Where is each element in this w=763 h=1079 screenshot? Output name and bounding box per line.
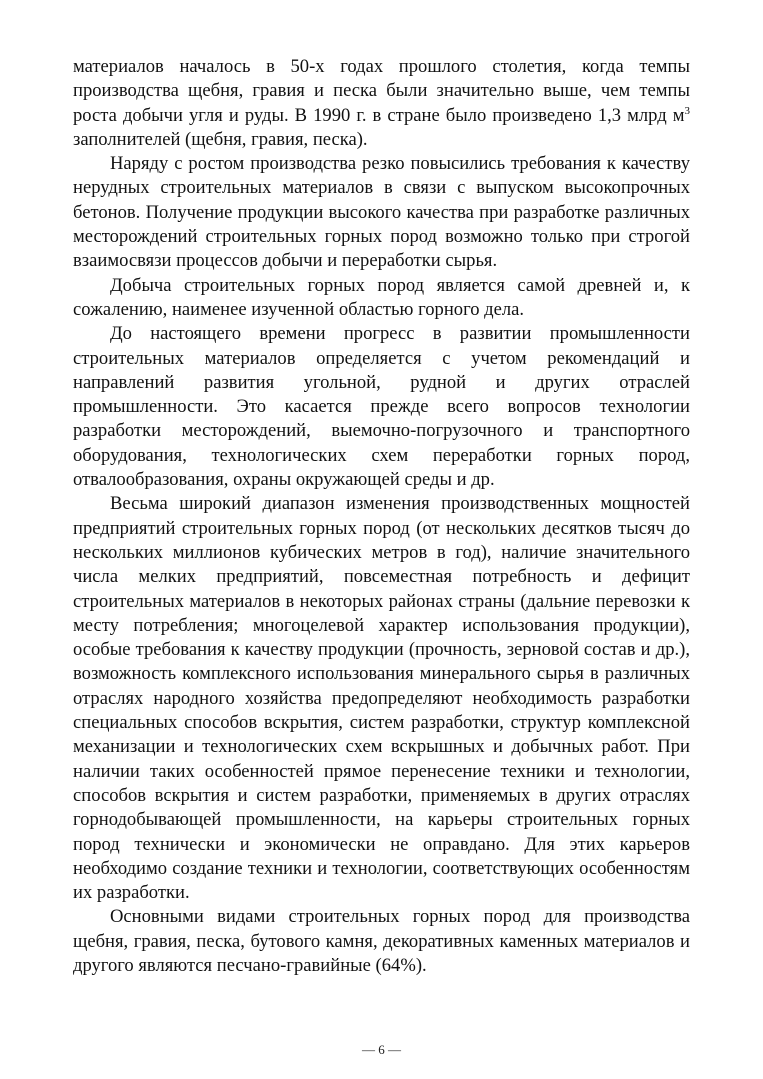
paragraph-1-text-end: заполнителей (щебня, гравия, песка). [73,128,368,150]
paragraph: Наряду с ростом производства резко повысились требования к качеству нерудных строительных материалов в связи с выпуском высокопрочных бетонов. Получение продукции высокого качества при разработке различных месторождений строительных горных пород возможно только при строгой взаимосвязи процессов добычи и переработки сырья. [73,153,690,272]
page-number: — 6 — [362,1042,401,1057]
paragraph: Основными видами строительных горных пород для производства щебня, гравия, песка, бутового камня, декоративных каменных материалов и другого являются песчано-гравийные (64%). [73,906,690,976]
paragraph-continuation [73,55,690,152]
paragraph: Добыча строительных горных пород является самой древней и, к сожалению, наименее изученной областью горного дела. [73,274,690,320]
paragraph: До настоящего времени прогресс в развитии промышленности строительных материалов определяется с учетом рекомендаций и направлений развития угольной, рудной и других отраслей промышленности. Это касается прежде всего вопросов технологии разработки месторождений, выемочно-погрузочного и транспортного оборудования, технологических схем переработки горных пород, отвалообразования, охраны окружающей среды и др. [73,323,690,491]
paragraph-1-text: материалов началось в 50-х годах прошлого столетия, когда темпы производства щебня, гравия и песка были значительно выше, чем темпы роста добычи угля и руды. В 1990 г. в стране было произведено 1,3 млрд м [73,56,690,126]
paragraph: Весьма широкий диапазон изменения производственных мощностей предприятий строительных горных пород (от нескольких десятков тысяч до нескольких миллионов кубических метров в год), наличие значительного числа мелких предприятий, повсеместная потребность и дефицит строительных материалов в некоторых районах страны (дальние перевозки к месту потребления; многоцелевой характер использования продукции), особые требования к качеству продукции (прочность, зерновой состав и др.), возможность комплексного использования минерального сырья в различных отраслях народного хозяйства предопределяют необходимость разработки специальных способов вскрытия, систем разработки, структур комплексной механизации и технологических схем вскрышных и добычных работ. При наличии таких особенностей прямое перенесение техники и технологии, способов вскрытия и систем разработки, применяемых в других отраслях горнодобывающей промышленности, на карьеры строительных горных пород технически и экономически не оправдано. Для этих карьеров необходимо создание техники и технологии, соответствующих особенностям их разработки. [73,493,690,904]
page-body [73,55,690,978]
superscript-cubic: 3 [684,104,690,117]
